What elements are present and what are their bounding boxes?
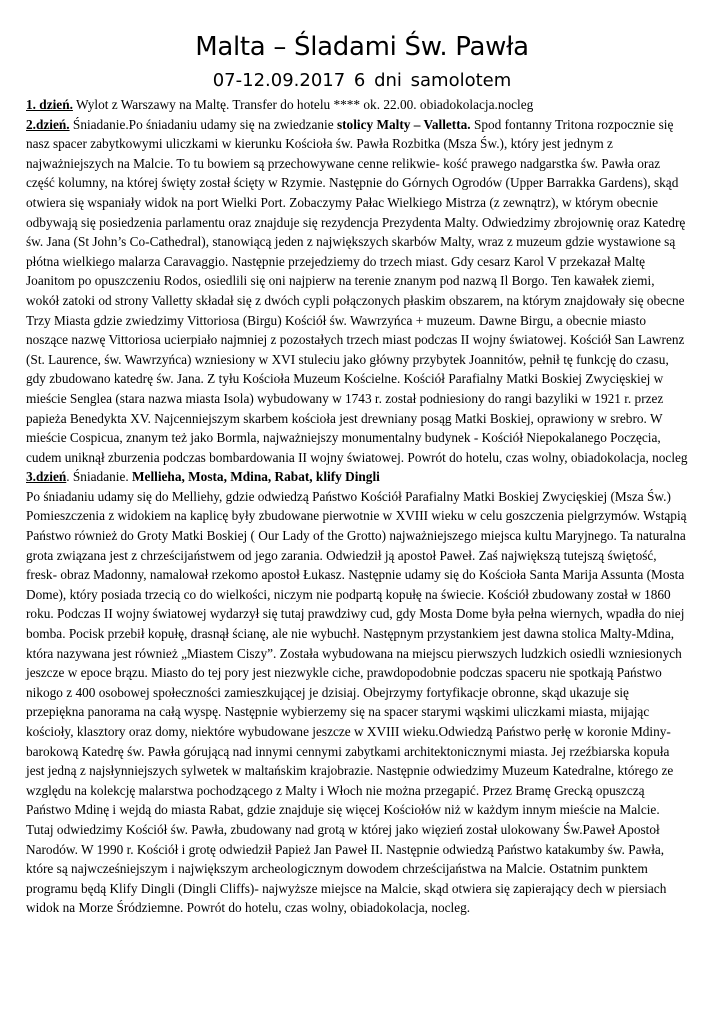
page-subtitle: 07-12.09.2017 6 dni samolotem bbox=[212, 70, 512, 91]
day-3-highlight: Mellieha, Mosta, Mdina, Rabat, klify Dingli bbox=[132, 469, 380, 485]
day-3-intro: . Śniadanie. bbox=[66, 469, 132, 485]
day-1-text: Wylot z Warszawy na Maltę. Transfer do hotelu **** ok. 22.00. obiadokolacja.nocleg bbox=[72, 97, 534, 112]
page-title: Malta – Śladami Św. Pawła bbox=[195, 32, 529, 62]
day-1-label: 1. dzień. bbox=[26, 97, 73, 112]
day-2-highlight: stolicy Malty – Valletta. bbox=[336, 116, 471, 132]
day-2-label: 2.dzień. bbox=[26, 116, 70, 132]
day-3-paragraph: Po śniadaniu udamy się do Melliehy, gdzie odwiedzą Państwo Kościół Parafialny Matki Boskiej Zwycięskiej (Msza Św.) Pomieszczenia z widokiem na kaplicę były zbudowane pierwotnie w XVIII wieku w celu goszczenia pielgrzymów. Wstąpią Państwo również do Groty Matki Boskiej ( Our Lady of the Grotto) najważniejszego miejsca kultu Maryjnego. Ta naturalna grota związana jest z chrześcijaństwem od jego zarania. Odwiedził ją apostoł Paweł. Zaś największą tutejszą świętość, fresk- obraz Madonny, namalował rzekomo apostoł Łukasz. Następnie udamy się do Kościoła Santa Marija Assunta (Mosta Dome), który posiada trzecią co do wielkości, niczym nie podpartą kopułę na świecie. Kościół zbudowany został w 1860 roku. Podczas II wojny światowej wydarzył się tutaj prawdziwy cud, gdy Mosta Dome była pełna wiernych, wpadła do niej bomba. Pocisk przebił kopułę, drasnął ścianę, ale nie wybuchł. Następnym przystankiem jest dawna stolica Malty-Mdina, która nazywana jest również „Miastem Ciszy”. Została wybudowana na miejscu pierwszych ludzkich osiedli wzniesionych jeszcze w epoce brązu. Miasto do tej pory jest niezwykle ciche, prawdopodobnie podczas spaceru nie spotkają Państwo nikogo z 400 osobowej społeczności zamieszkującej je dzisiaj. Obejrzymy fortyfikacje obronne, skąd ukazuje się przepiękna panorama na całą wyspę. Następnie wybierzemy się na spacer starymi wąskimi uliczkami miasta, mijając kościoły, klasztory oraz domy, niektóre wybudowane jeszcze w XVIII wieku.Odwiedzą Państwo perłę w koronie Mdiny- barokową Katedrę św. Pawła górującą nad innymi cennymi zabytkami architektonicznymi miasta. Jej rzeźbiarska kopuła jest jedną z najsłynniejszych sylwetek w maltańskim krajobrazie. Następnie odwiedzimy Muzeum Katedralne, którego ze względu na kolekcję malarstwa pochodzącego z Malty i Włoch nie można przegapić. Przez Bramę Grecką opuszczą Państwo Mdinę i wejdą do miasta Rabat, gdzie znajduje się więcej Kościołów niż w każdym innym mieście na Malcie. Tutaj odwiedzimy Kościół św. Pawła, zbudowany nad grotą w której jako więzień został ulokowany Św.Paweł Apostoł Narodów. W 1990 r. Kościół i grotę odwiedził Papież Jan Paweł II. Następnie odwiedzą Państwo katakumby św. Pawła, które są najwcześniejszym i największym archeologicznym dowodem chrześcijaństwa na Malcie. Ostatnim punktem programu będą Klify Dingli (Dingli Cliffs)- najwyższe miejsce na Malcie, skąd otwiera się zapierający dech w piersiach widok na Morze Śródziemne. Powrót do hotelu, czas wolny, obiadokolacja, nocleg. bbox=[26, 488, 687, 916]
day-2-text: Spod fontanny Tritona rozpocznie się nasz spacer zabytkowymi uliczkami w kierunku Kościoła św. Pawła Rozbitka (Msza Św.), który jest jednym z najważniejszych na Malcie. To tu bowiem są przechowywane cenne relikwie- kość prawego nadgarstka św. Pawła oraz część kolumny, na której święty został ścięty w Rzymie. Następnie do Górnych Ogrodów (Upper Barrakka Gardens), skąd otwiera się wspaniały widok na port Wielki Port. Zobaczymy Pałac Wielkiego Mistrza (z zewnątrz), w którym obecnie odbywają się posiedzenia parlamentu oraz znajduje się rezydencja Prezydenta Malty. Odwiedzimy zbrojownię oraz Katedrę św. Jana (St John’s Co-Cathedral), stanowiącą jeden z największych skarbów Malty, wraz z muzeum gdzie wystawione są płótna wielkiego malarza Caravaggio. Następnie przejedziemy do trzech miast. Gdy cesarz Karol V przekazał Maltę Joanitom po opuszczeniu Rodos, osiedlili się oni najpierw na terenie znanym pod nazwą Il Borgo. Ten kawałek ziemi, wokół zatoki od strony Valletty składał się z dwóch cypli połączonych płaskim obszarem, na którym znajdowały się obecne Trzy Miasta gdzie zwiedzimy Vittoriosa (Birgu) Kościół św. Wawrzyńca + muzeum. Dawne Birgu, a obecnie miasto noszące nazwę Vittoriosa ucierpiało najmniej z pozostałych trzech miast podczas II wojny światowej. Kościół San Lawrenz (St. Laurence, św. Wawrzyńca) wzniesiony w XVI stuleciu jako główny przybytek Joannitów, pełnił tę funkcję do czasu, gdy zbudowano katedrę św. Jana. Z tyłu Kościoła Muzeum Kościelne. Kościół Parafialny Matki Boskiej Zwycięskiej w mieście Senglea (stara nazwa miasta Isola) wybudowany w 1743 r. został podniesiony do rangi bazyliki w 1921 r. przez papieża Benedykta XV. Najcenniejszym skarbem kościoła jest drewniany posąg Matki Boskiej, oprawiony w srebro. W mieście Cospicua, znanym też jako Bormla, najważniejszy monumentalny budynek - Kościół Niepokalanego Poczęcia, cudem uniknął zburzenia podczas bombardowania II wojny światowej. Powrót do hotelu, czas wolny, obiadokolacja, nocleg bbox=[26, 116, 688, 465]
day-1-paragraph bbox=[26, 95, 690, 115]
day-3-label: 3.dzień bbox=[26, 469, 67, 485]
day-3-heading bbox=[26, 467, 690, 487]
itinerary-body bbox=[26, 95, 690, 918]
day-2-paragraph bbox=[26, 115, 690, 468]
day-2-intro: Śniadanie.Po śniadaniu udamy się na zwiedzanie bbox=[69, 116, 337, 132]
